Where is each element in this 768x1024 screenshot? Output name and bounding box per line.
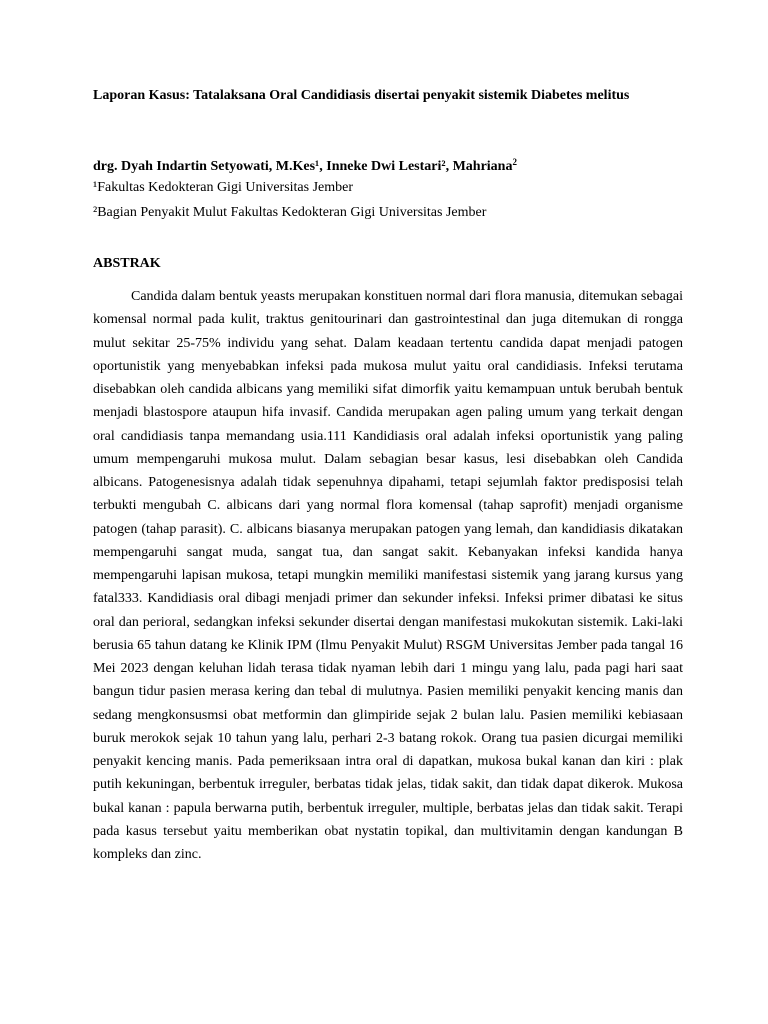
author-list <box>93 153 693 176</box>
author-names: drg. Dyah Indartin Setyowati, M.Kes¹, Inneke Dwi Lestari², Mahriana <box>93 159 513 174</box>
author-superscript: 2 <box>512 157 517 167</box>
affiliation-1: ¹Fakultas Kedokteran Gigi Universitas Jember <box>93 180 354 195</box>
abstract-body: Candida dalam bentuk yeasts merupakan konstituen normal dari flora manusia, ditemukan sebagai komensal normal pada kulit, traktus genitourinari dan gastrointestinal dan juga ditemukan di rongga mulut sekitar 25-75% individu yang sehat. Dalam keadaan tertentu candida dapat menjadi patogen oportunistik yang menyebabkan infeksi pada mukosa mulut yaitu oral candidiasis. Infeksi terutama disebabkan oleh candida albicans yang memiliki sifat dimorfik yaitu kemampuan untuk berubah bentuk menjadi blastospore ataupun hifa invasif. Candida merupakan agen paling umum yang terkait dengan oral candidiasis tanpa memandang usia.111 Kandidiasis oral adalah infeksi oportunistik yang paling umum mempengaruhi mukosa mulut. Dalam sebagian besar kasus, lesi disebabkan oleh Candida albicans. Patogenesisnya adalah tidak sepenuhnya dipahami, tetapi sejumlah faktor predisposisi telah terbukti mengubah C. albicans dari yang normal flora komensal (tahap saprofit) menjadi organisme patogen (tahap parasit). C. albicans biasanya merupakan patogen yang lemah, dan kandidiasis dikatakan mempengaruhi sangat muda, sangat tua, dan sangat sakit. Kebanyakan infeksi kandida hanya mempengaruhi lapisan mukosa, tetapi mungkin memiliki manifestasi sistemik yang jarang kursus yang fatal333. Kandidiasis oral dibagi menjadi primer dan sekunder infeksi. Infeksi primer dibatasi ke situs oral dan perioral, sedangkan infeksi sekunder disertai dengan manifestasi mukokutan sistemik. Laki-laki berusia 65 tahun datang ke Klinik IPM (Ilmu Penyakit Mulut) RSGM Universitas Jember pada tangal 16 Mei 2023 dengan keluhan lidah terasa tidak nyaman lebih dari 1 mingu yang lalu, pada pagi hari saat bangun tidur pasien merasa kering dan tebal di mulutnya. Pasien memiliki penyakit kencing manis dan sedang mengkonsusmsi obat metformin dan glimpiride sejak 2 bulan lalu. Pasien memiliki kebiasaan buruk merokok sejak 10 tahun yang lalu, perhari 2-3 batang rokok. Orang tua pasien dicurgai memiliki penyakit kencing manis. Pada pemeriksaan intra oral di dapatkan, mukosa bukal kanan dan kiri : plak putih kekuningan, berbentuk irreguler, berbatas tidak jelas, tidak sakit, dan tidak dapat dikerok. Mukosa bukal kanan : papula berwarna putih, berbentuk irreguler, multiple, berbatas jelas dan tidak sakit. Terapi pada kasus tersebut yaitu memberikan obat nystatin topikal, dan multivitamin dengan kandungan B kompleks dan zinc. <box>93 289 683 862</box>
document-title: Laporan Kasus: Tatalaksana Oral Candidiasis disertai penyakit sistemik Diabetes melitus <box>93 88 630 103</box>
abstract-heading: ABSTRAK <box>93 256 161 271</box>
affiliation-2: ²Bagian Penyakit Mulut Fakultas Kedokteran Gigi Universitas Jember <box>93 205 487 220</box>
